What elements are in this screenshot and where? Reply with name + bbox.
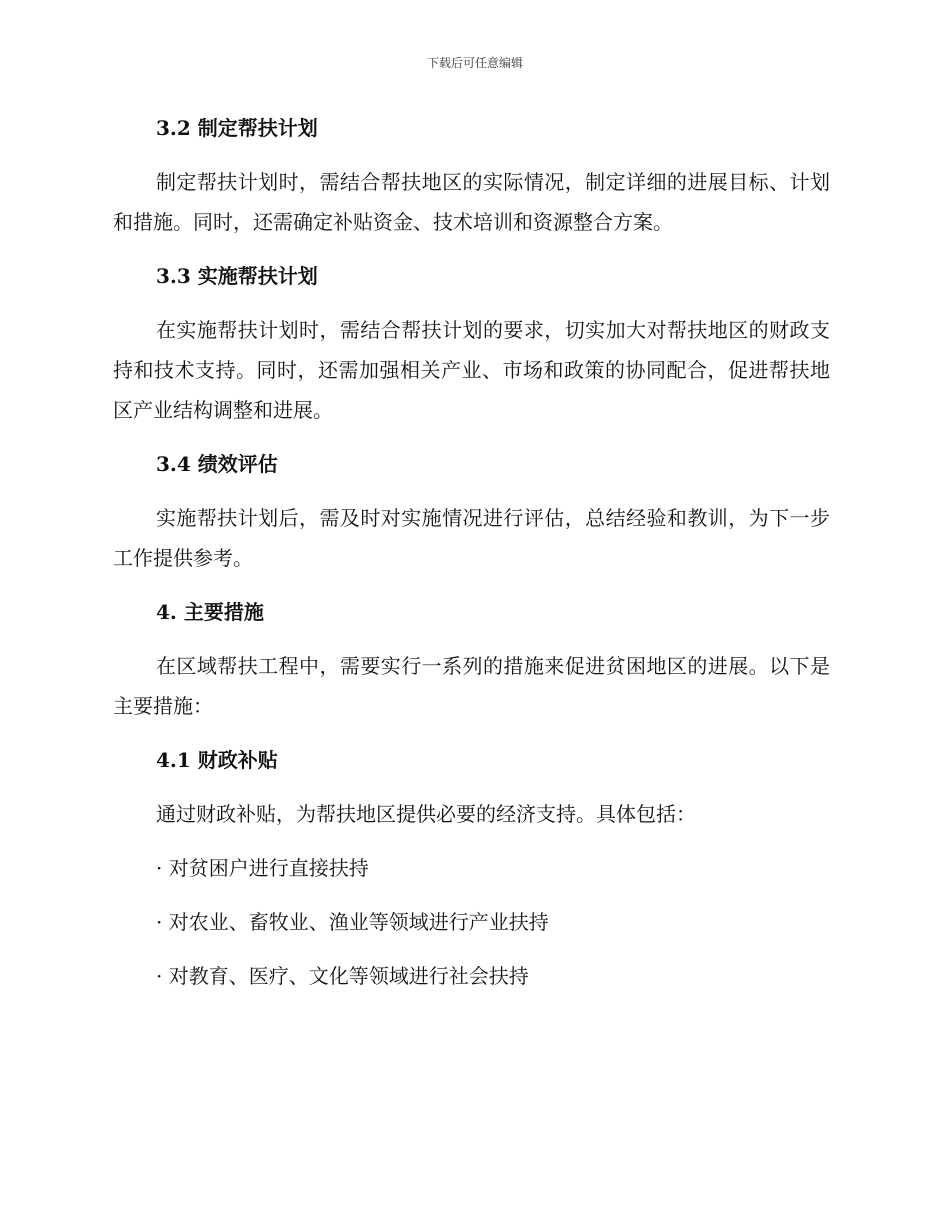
- section-heading-3-3: 3.3 实施帮扶计划: [156, 264, 318, 288]
- list-item: · 对农业、畜牧业、渔业等领域进行产业扶持: [156, 910, 549, 934]
- section-paragraph-3-3: 在实施帮扶计划时，需结合帮扶计划的要求，切实加大对帮扶地区的财政支持和技术支持。同时，还需加强相关产业、市场和政策的协同配合，促进帮扶地区产业结构调整和进展。: [113, 318, 830, 422]
- section-heading-4-1: 4.1 财政补贴: [156, 748, 278, 772]
- document-body: [113, 108, 830, 996]
- section-heading-3-4: 3.4 绩效评估: [156, 452, 278, 476]
- section-heading-4: 4. 主要措施: [156, 600, 264, 624]
- list-item: · 对贫困户进行直接扶持: [156, 856, 369, 880]
- section-paragraph-3-2: 制定帮扶计划时，需结合帮扶地区的实际情况，制定详细的进展目标、计划和措施。同时，还需确定补贴资金、技术培训和资源整合方案。: [113, 170, 830, 234]
- list-item: · 对教育、医疗、文化等领域进行社会扶持: [156, 964, 529, 988]
- section-heading-3-2: 3.2 制定帮扶计划: [156, 116, 318, 140]
- section-paragraph-3-4: 实施帮扶计划后，需及时对实施情况进行评估，总结经验和教训，为下一步工作提供参考。: [113, 506, 830, 570]
- page-header-note: 下载后可任意编辑: [426, 56, 523, 70]
- section-paragraph-4: 在区域帮扶工程中，需要实行一系列的措施来促进贫困地区的进展。以下是主要措施：: [113, 654, 830, 718]
- section-paragraph-4-1: 通过财政补贴，为帮扶地区提供必要的经济支持。具体包括：: [156, 802, 696, 826]
